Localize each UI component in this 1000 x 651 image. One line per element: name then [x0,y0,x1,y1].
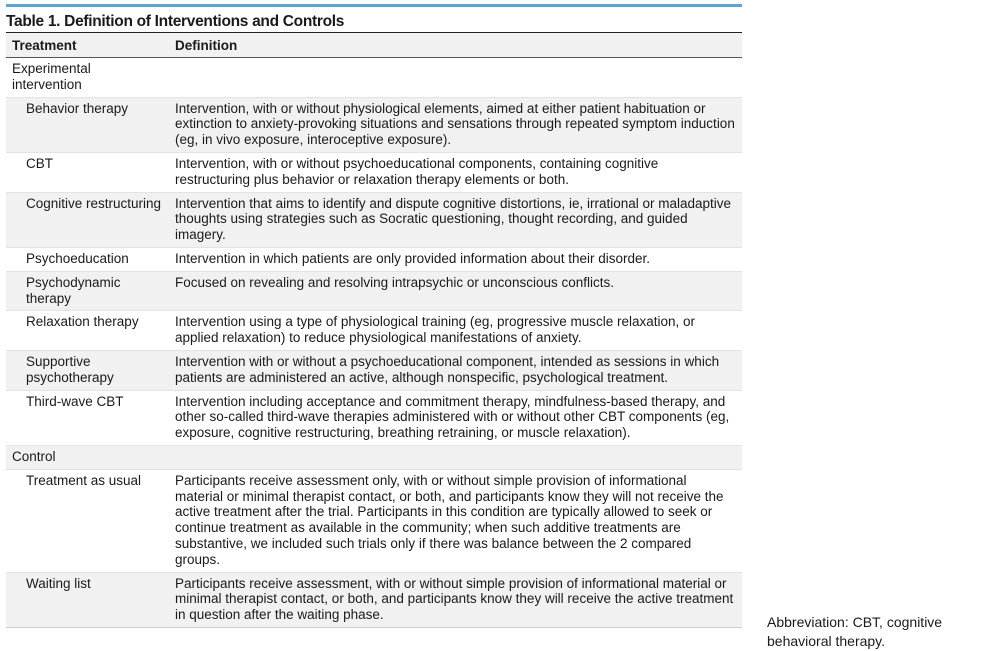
table-row [6,351,742,391]
row-treatment: Treatment as usual [26,472,142,488]
row-definition: Focused on revealing and resolving intrapsychic or unconscious conflicts. [175,274,614,290]
row-definition: Intervention with or without a psychoeducational component, intended as sessions in which patients are administered an active, although nonspecific, psychological treatment. [175,353,720,385]
row-definition: Intervention that aims to identify and dispute cognitive distortions, ie, irrational or maladaptive thoughts using strategies such as Socratic questioning, thought recording, and guided imagery. [175,195,732,243]
row-treatment: Experimental intervention [12,61,91,92]
row-treatment: Third-wave CBT [26,393,124,409]
table-row [6,193,742,248]
row-treatment: Psychodynamic therapy [26,274,121,306]
table-header [6,33,742,57]
header-definition: Definition [175,37,238,53]
row-definition [175,61,742,93]
row-definition: Intervention including acceptance and commitment therapy, mindfulness-based therapy, and other so-called third-wave therapies administered with or without other CBT components (eg, exposure, cognitive restructuring, breathing retraining, or muscle relaxation). [175,393,730,441]
row-definition: Participants receive assessment, with or without simple provision of informational material or minimal therapist contact, or both, and participants know they will receive the active treatment in question after the waiting phase. [175,575,734,623]
row-treatment: Psychoeducation [26,250,129,266]
table-container [6,4,742,628]
table-row [6,311,742,351]
row-definition: Intervention in which patients are only provided information about their disorder. [175,250,651,266]
row-definition: Intervention, with or without psychoeducational components, containing cognitive restructuring plus behavior or relaxation therapy elements or both. [175,155,659,187]
row-definition: Intervention using a type of physiological training (eg, progressive muscle relaxation, or applied relaxation) to reduce physiological manifestations of anxiety. [175,314,696,346]
table-row-group-control [6,446,742,470]
table-row-group-experimental [6,58,742,98]
table-bottom-rule [6,627,742,628]
row-treatment: Supportive psychotherapy [26,353,114,385]
table-title: Table 1. Definition of Interventions and Controls [6,13,345,30]
row-treatment: Relaxation therapy [26,314,139,330]
table-row [6,272,742,312]
table-row [6,573,742,627]
table-row [6,153,742,193]
row-treatment: Cognitive restructuring [26,195,162,211]
row-treatment: Behavior therapy [26,100,129,116]
row-treatment: Control [12,448,56,464]
table-row [6,391,742,446]
abbreviation-footnote: Abbreviation: CBT, cognitive behavioral therapy. [767,614,943,649]
header-treatment: Treatment [12,37,77,53]
row-treatment: CBT [26,155,53,171]
table-row [6,98,742,153]
row-definition: Intervention, with or without physiological elements, aimed at either patient habituation or extinction to anxiety-provoking situations and sensations through repeated symptom induction (eg, in vivo exposure, interoceptive exposure). [175,100,735,148]
row-definition [175,449,742,465]
row-definition: Participants receive assessment only, with or without simple provision of informational material or minimal therapist contact, or both, and participants know they will not receive the active treatment after the trial. Participants in this condition are typically allowed to seek or continue treatment as available in the community; when such additive treatments are substantive, we included such trials only if there was balance between the 2 compared groups. [175,472,724,567]
table-row [6,470,742,573]
row-treatment: Waiting list [26,575,91,591]
table-row [6,248,742,272]
